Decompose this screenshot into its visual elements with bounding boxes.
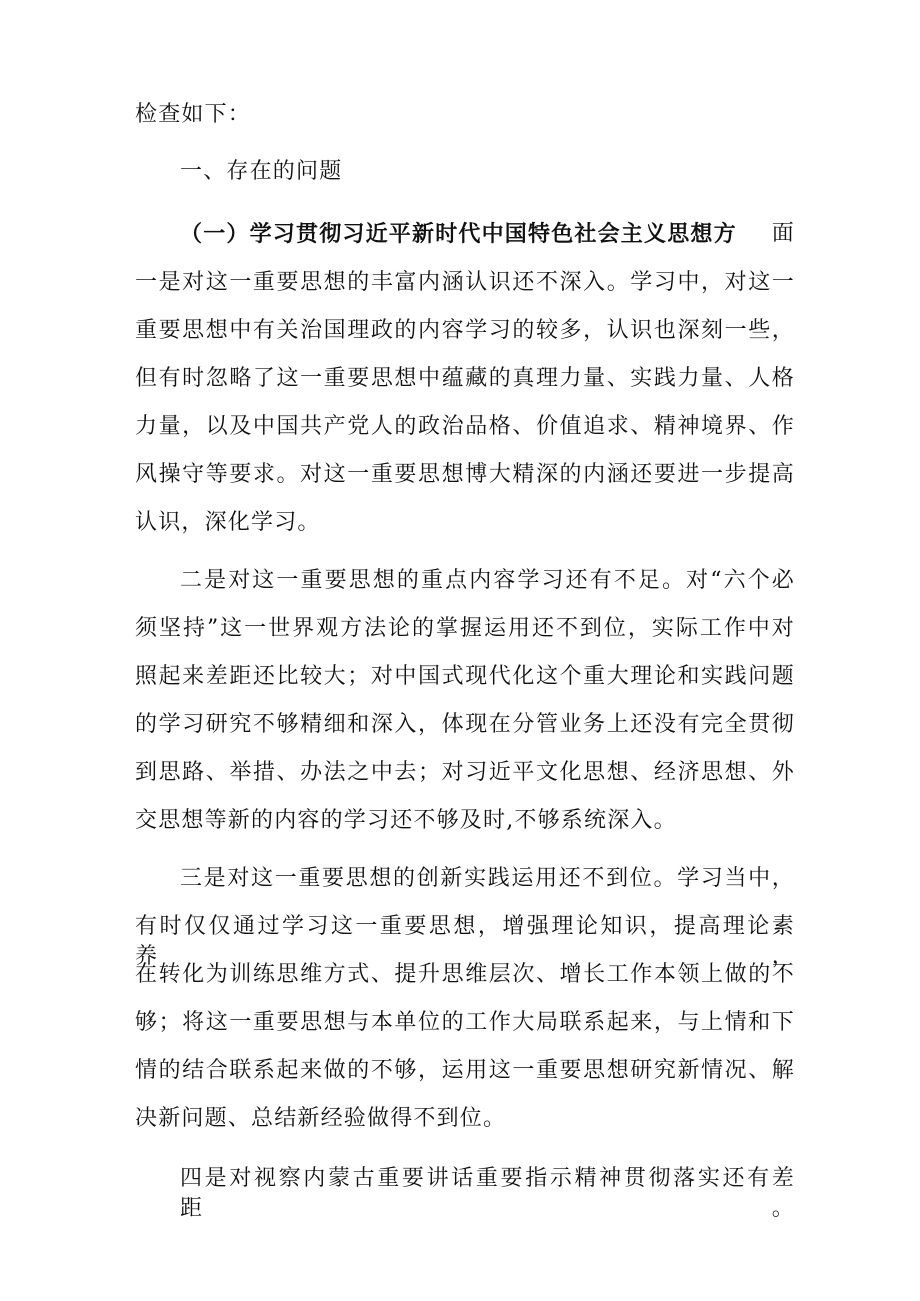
paragraph-1-line-6: 认识，深化学习。	[135, 510, 321, 535]
subsection-heading	[180, 219, 795, 249]
paragraph-1-line-3: 但有时忽略了这一重要思想中蕴藏的真理力量、实践力量、人格	[135, 366, 795, 391]
paragraph-3-line-2: 有时仅仅通过学习这一重要思想，增强理论知识，提高理论素养，	[135, 914, 795, 969]
paragraph-2-line-5: 到思路、举措、办法之中去；对习近平文化思想、经济思想、外	[135, 760, 795, 785]
subsection-heading-tail: 面	[771, 221, 795, 246]
section-heading: 一、存在的问题	[180, 159, 343, 184]
paragraph-2-line-3: 照起来差距还比较大；对中国式现代化这个重大理论和实践问题	[135, 664, 795, 689]
paragraph-2-line-1: 二是对这一重要思想的重点内容学习还有不足。对“六个必	[180, 568, 795, 593]
paragraph-1-line-5: 风操守等要求。对这一重要思想博大精深的内涵还要进一步提高	[135, 462, 795, 487]
paragraph-2-line-4: 的学习研究不够精细和深入，体现在分管业务上还没有完全贯彻	[135, 712, 795, 737]
paragraph-1-line-4: 力量，以及中国共产党人的政治品格、价值追求、精神境界、作	[135, 414, 795, 439]
paragraph-4-line-1: 四是对视察内蒙古重要讲话重要指示精神贯彻落实还有差距。	[180, 1166, 795, 1221]
paragraph-3-line-4: 够；将这一重要思想与本单位的工作大局联系起来，与上情和下	[135, 1010, 795, 1035]
paragraph-3-line-3: 在转化为训练思维方式、提升思维层次、增长工作本领上做的不	[135, 962, 795, 987]
intro-line: 检查如下：	[135, 102, 252, 127]
paragraph-3-line-1: 三是对这一重要思想的创新实践运用还不到位。学习当中，	[180, 866, 795, 891]
paragraph-2-line-2: 须坚持”这一世界观方法论的掌握运用还不到位，实际工作中对	[135, 616, 795, 641]
paragraph-2-line-6: 交思想等新的内容的学习还不够及时,不够系统深入。	[135, 808, 677, 833]
paragraph-1-line-1: 一是对这一重要思想的丰富内涵认识还不深入。学习中，对这一	[135, 270, 795, 295]
paragraph-3-line-6: 决新问题、总结新经验做得不到位。	[135, 1106, 507, 1131]
paragraph-3-line-5: 情的结合联系起来做的不够，运用这一重要思想研究新情况、解	[135, 1058, 795, 1083]
paragraph-1-line-2: 重要思想中有关治国理政的内容学习的较多，认识也深刻一些，	[135, 318, 795, 343]
subsection-heading-bold: （一）学习贯彻习近平新时代中国特色社会主义思想方	[180, 221, 737, 247]
